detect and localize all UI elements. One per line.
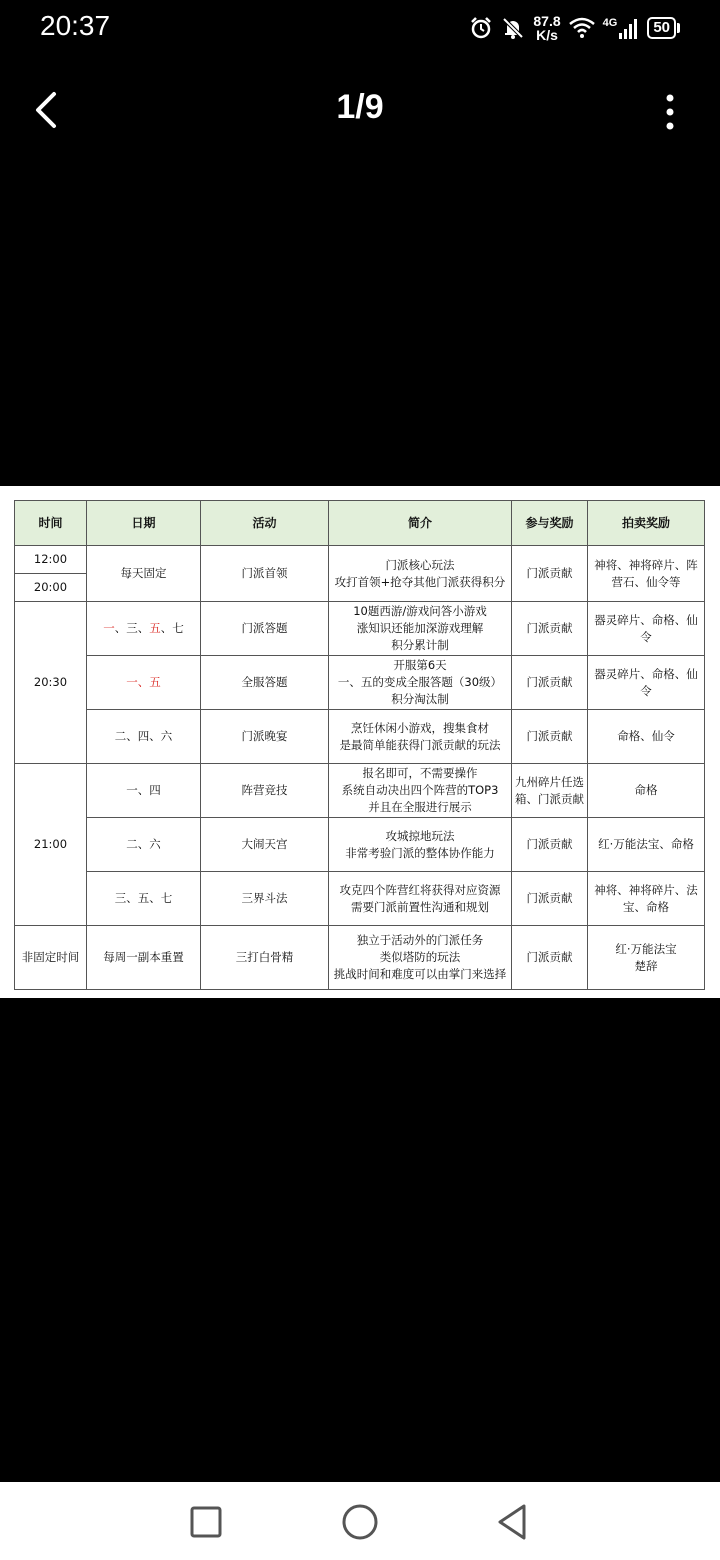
net-speed-unit: K/s (536, 27, 558, 43)
cell-time: 21:00 (15, 764, 87, 926)
cell-activity: 三打白骨精 (201, 926, 329, 990)
cell-date (87, 602, 201, 656)
table-row (15, 546, 705, 574)
table-row (15, 818, 705, 872)
cell-time: 20:30 (15, 602, 87, 764)
header-date: 日期 (87, 501, 201, 546)
wifi-icon (569, 17, 595, 39)
day-highlight: 一 (103, 621, 115, 635)
cell-reward: 门派贡献 (512, 926, 588, 990)
net-speed-value: 87.8 (533, 13, 561, 29)
cell-intro (329, 546, 512, 602)
square-icon (184, 1500, 228, 1544)
cell-reward: 门派贡献 (512, 818, 588, 872)
intro-line: 攻城掠地玩法 (385, 828, 455, 843)
table-row (15, 764, 705, 818)
table-header-row (15, 501, 705, 546)
battery-tip (677, 23, 680, 33)
cell-date: 一、五 (87, 656, 201, 710)
header-time: 时间 (15, 501, 87, 546)
cell-reward: 门派贡献 (512, 602, 588, 656)
intro-line: 系统自动决出四个阵营的TOP3 (341, 783, 499, 797)
table-row (15, 656, 705, 710)
cell-intro (329, 710, 512, 764)
header-reward: 参与奖励 (512, 501, 588, 546)
cell-auction: 红·万能法宝、命格 (588, 818, 705, 872)
system-nav-bar (0, 1482, 720, 1560)
intro-line: 攻克四个阵营红将获得对应资源 (339, 882, 501, 897)
intro-line: 非常考验门派的整体协作能力 (345, 845, 495, 860)
cell-intro (329, 926, 512, 990)
cell-activity: 阵营竞技 (201, 764, 329, 818)
cell-activity: 全服答题 (201, 656, 329, 710)
bell-muted-icon (501, 16, 525, 40)
intro-line: 是最简单能获得门派贡献的玩法 (339, 737, 501, 752)
table-row (15, 710, 705, 764)
page-counter: 1/9 (336, 88, 384, 126)
status-time: 20:37 (40, 10, 111, 41)
triangle-back-icon (492, 1500, 536, 1544)
battery-level: 50 (647, 17, 676, 39)
status-bar (0, 0, 720, 60)
cell-reward: 门派贡献 (512, 872, 588, 926)
intro-line: 独立于活动外的门派任务 (356, 933, 484, 947)
home-button[interactable] (338, 1500, 382, 1544)
intro-line: 并且在全服进行展示 (368, 800, 472, 814)
intro-line: 攻打首领+抢夺其他门派获得积分 (334, 574, 506, 589)
cell-reward: 门派贡献 (512, 656, 588, 710)
status-icons (469, 12, 680, 44)
schedule-table (14, 500, 705, 990)
intro-line: 积分累计制 (391, 638, 449, 652)
cell-auction: 命格、仙令 (588, 710, 705, 764)
cell-auction: 神将、神将碎片、阵营石、仙令等 (588, 546, 705, 602)
header-activity: 活动 (201, 501, 329, 546)
cell-reward: 门派贡献 (512, 710, 588, 764)
cell-activity: 门派首领 (201, 546, 329, 602)
intro-line: 积分淘汰制 (391, 692, 449, 706)
intro-line: 开服第6天 (393, 658, 447, 672)
day-highlight: 五 (149, 621, 161, 635)
recents-button[interactable] (184, 1500, 228, 1544)
cell-activity: 门派答题 (201, 602, 329, 656)
cell-time: 非固定时间 (15, 926, 87, 990)
signal-icon (619, 17, 639, 39)
table-row (15, 872, 705, 926)
cell-reward: 门派贡献 (512, 546, 588, 602)
intro-line: 烹饪休闲小游戏，搜集食材 (351, 720, 489, 735)
auction-line: 楚辞 (634, 958, 658, 973)
cell-date: 一、四 (87, 764, 201, 818)
intro-line: 类似塔防的玩法 (379, 950, 461, 964)
cell-auction: 神将、神将碎片、法宝、命格 (588, 872, 705, 926)
table-row (15, 602, 705, 656)
cell-date: 二、四、六 (87, 710, 201, 764)
intro-line: 需要门派前置性沟通和规划 (351, 899, 489, 914)
table-row (15, 926, 705, 990)
intro-line: 一、五的变成全服答题（30级） (337, 675, 503, 689)
cell-intro (329, 872, 512, 926)
cell-reward: 九州碎片任选箱、门派贡献 (512, 764, 588, 818)
auction-line: 红·万能法宝 (615, 941, 677, 956)
cell-time: 12:00 (15, 546, 87, 574)
more-options-button[interactable] (660, 92, 680, 132)
cell-auction: 器灵碎片、命格、仙令 (588, 656, 705, 710)
battery-icon (647, 17, 680, 39)
intro-line: 门派核心玩法 (385, 557, 455, 572)
cell-time: 20:00 (15, 574, 87, 602)
intro-line: 挑战时间和难度可以由掌门来选择 (333, 967, 507, 981)
cell-auction: 命格 (588, 764, 705, 818)
intro-line: 10题西游/游戏问答小游戏 (353, 604, 487, 618)
intro-line: 涨知识还能加深游戏理解 (356, 621, 484, 635)
day-sep: 、七 (160, 621, 184, 635)
day-sep: 、三、 (114, 621, 150, 635)
alarm-icon (469, 16, 493, 40)
more-vertical-icon (660, 92, 680, 132)
intro-line: 报名即可，不需要操作 (362, 766, 478, 780)
cell-date: 每天固定 (87, 546, 201, 602)
circle-icon (338, 1500, 382, 1544)
nav-back-button[interactable] (492, 1500, 536, 1544)
header-auction: 拍卖奖励 (588, 501, 705, 546)
cell-activity: 门派晚宴 (201, 710, 329, 764)
image-content[interactable] (0, 486, 720, 998)
cell-auction: 器灵碎片、命格、仙令 (588, 602, 705, 656)
cell-activity: 大闹天宫 (201, 818, 329, 872)
cell-intro (329, 656, 512, 710)
cell-intro (329, 764, 512, 818)
viewer-top-bar (0, 70, 720, 150)
cell-activity: 三界斗法 (201, 872, 329, 926)
cell-date: 二、六 (87, 818, 201, 872)
cell-intro (329, 602, 512, 656)
cell-intro (329, 818, 512, 872)
cell-date: 三、五、七 (87, 872, 201, 926)
cell-date: 每周一副本重置 (87, 926, 201, 990)
header-intro: 简介 (329, 501, 512, 546)
cell-auction (588, 926, 705, 990)
network-type: 4G (602, 17, 618, 29)
net-speed (533, 14, 560, 42)
